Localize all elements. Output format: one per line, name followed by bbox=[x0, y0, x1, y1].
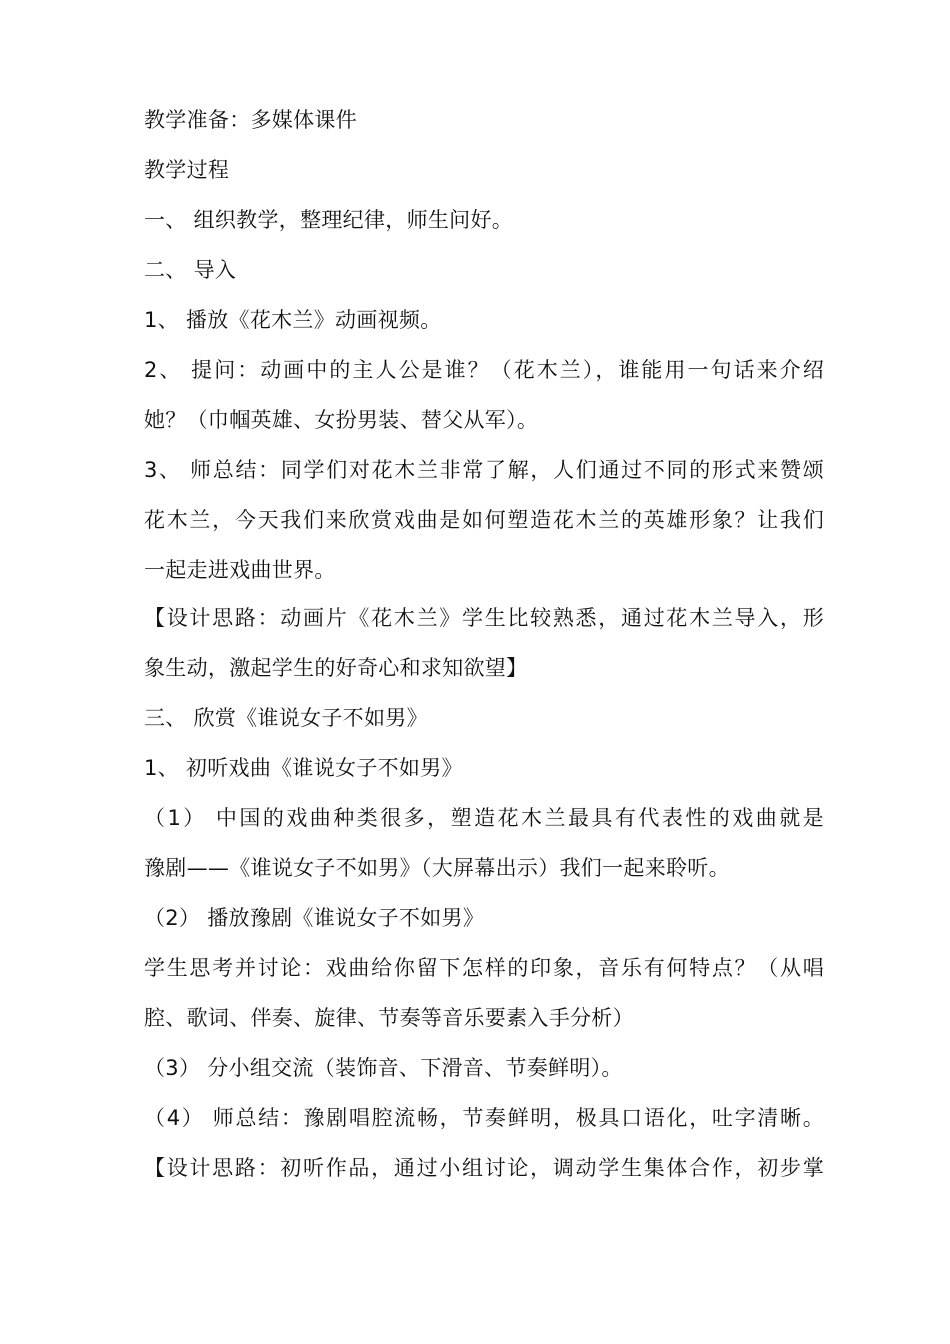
text-line: 学生思考并讨论：戏曲给你留下怎样的印象，音乐有何特点？（从唱 bbox=[144, 956, 824, 980]
text-line: 一起走进戏曲世界。 bbox=[144, 558, 336, 582]
text-line: （1） 中国的戏曲种类很多，塑造花木兰最具有代表性的戏曲就是 bbox=[144, 806, 824, 830]
text-line: 一、 组织教学，整理纪律，师生问好。 bbox=[144, 208, 514, 232]
text-line: （3） 分小组交流（装饰音、下滑音、节奏鲜明）。 bbox=[144, 1056, 623, 1080]
text-line: 二、 导入 bbox=[144, 258, 237, 282]
text-line: 1、 初听戏曲《谁说女子不如男》 bbox=[144, 756, 463, 780]
text-line: 1、 播放《花木兰》动画视频。 bbox=[144, 308, 442, 332]
text-line: 【设计思路：初听作品，通过小组讨论，调动学生集体合作，初步掌 bbox=[144, 1156, 824, 1180]
text-line: 3、 师总结：同学们对花木兰非常了解，人们通过不同的形式来赞颂 bbox=[144, 458, 824, 482]
text-line: 【设计思路：动画片《花木兰》学生比较熟悉，通过花木兰导入，形 bbox=[144, 606, 824, 630]
text-line: 象生动，激起学生的好奇心和求知欲望】 bbox=[144, 656, 528, 680]
text-line: 教学准备：多媒体课件 bbox=[144, 108, 357, 132]
text-line: 2、 提问：动画中的主人公是谁？（花木兰），谁能用一句话来介绍 bbox=[144, 358, 824, 382]
text-line: （4） 师总结：豫剧唱腔流畅，节奏鲜明，极具口语化，吐字清晰。 bbox=[144, 1106, 824, 1130]
text-line: 花木兰，今天我们来欣赏戏曲是如何塑造花木兰的英雄形象？让我们 bbox=[144, 508, 824, 532]
text-line: 教学过程 bbox=[144, 158, 230, 182]
text-line: 豫剧——《谁说女子不如男》（大屏幕出示）我们一起来聆听。 bbox=[144, 856, 730, 880]
text-line: 三、 欣赏《谁说女子不如男》 bbox=[144, 706, 428, 730]
text-line: （2） 播放豫剧《谁说女子不如男》 bbox=[144, 906, 485, 930]
text-line: 腔、歌词、伴奏、旋律、节奏等音乐要素入手分析） bbox=[144, 1006, 634, 1030]
text-line: 她？（巾帼英雄、女扮男装、替父从军）。 bbox=[144, 408, 539, 432]
